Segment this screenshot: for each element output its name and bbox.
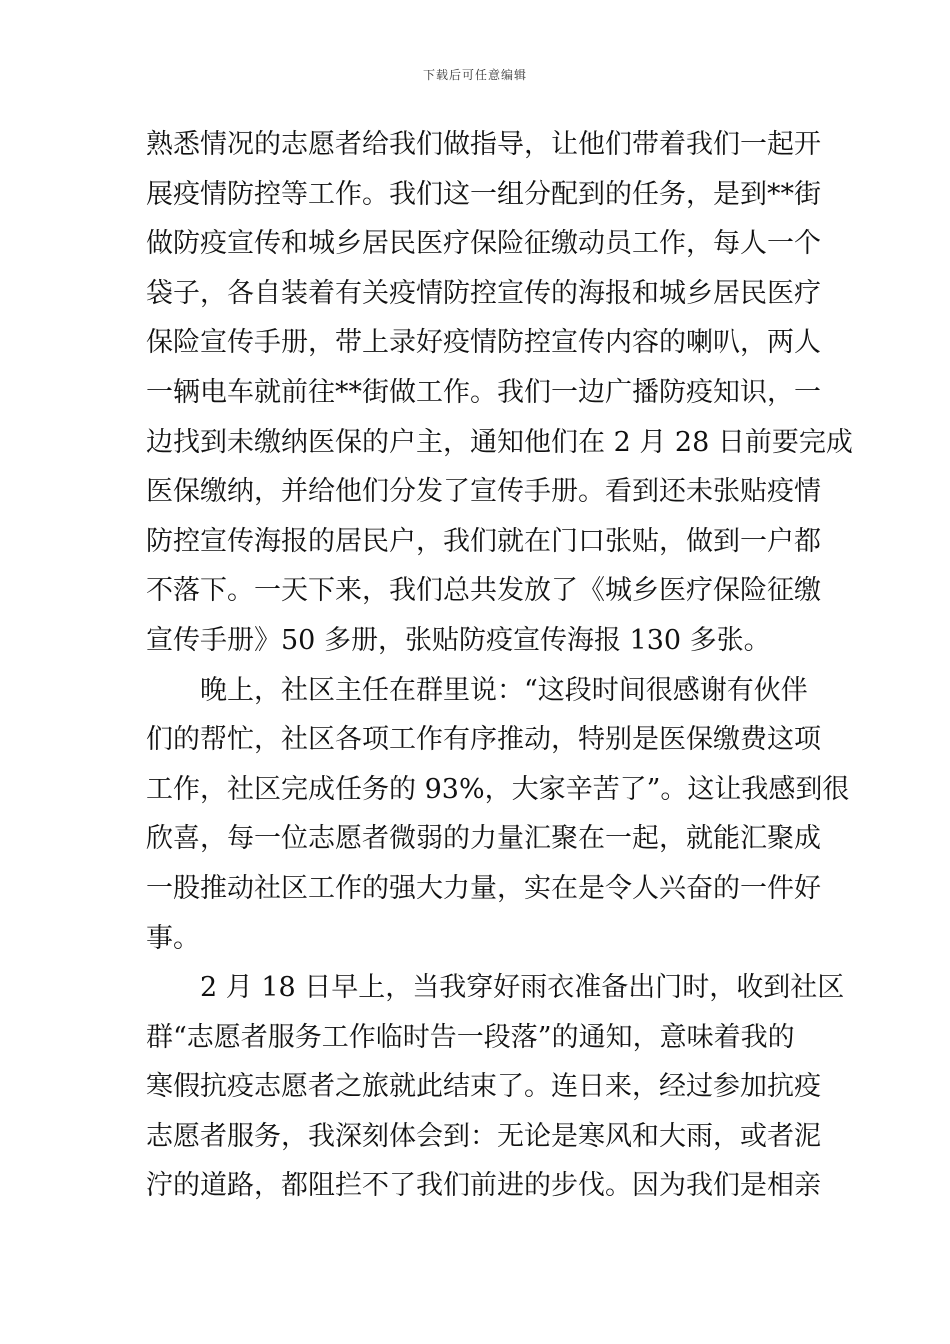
header-note: 下载后可任意编辑 bbox=[422, 68, 527, 82]
text-line: 保险宣传手册，带上录好疫情防控宣传内容的喇叭，两人 bbox=[146, 327, 821, 359]
text-line: 展疫情防控等工作。我们这一组分配到的任务，是到**街 bbox=[146, 178, 821, 210]
text-line: 防控宣传海报的居民户，我们就在门口张贴，做到一户都 bbox=[146, 525, 821, 557]
text-line: 袋子，各自装着有关疫情防控宣传的海报和城乡居民医疗 bbox=[146, 277, 821, 309]
text-line: 2 月 18 日早上，当我穿好雨衣准备出门时，收到社区 bbox=[200, 972, 845, 1004]
document-body bbox=[146, 120, 853, 1211]
text-line: 熟悉情况的志愿者给我们做指导，让他们带着我们一起开 bbox=[146, 129, 821, 160]
text-line: 不落下。一天下来，我们总共发放了《城乡医疗保险征缴 bbox=[146, 575, 821, 607]
text-line: 群“志愿者服务工作临时告一段落”的通知，意味着我的 bbox=[146, 1021, 795, 1053]
text-line: 一股推动社区工作的强大力量，实在是令人兴奋的一件好 bbox=[146, 872, 821, 904]
text-line: 们的帮忙，社区各项工作有序推动，特别是医保缴费这项 bbox=[146, 724, 821, 756]
text-line: 一辆电车就前往**街做工作。我们一边广播防疫知识，一 bbox=[146, 376, 821, 408]
text-line: 边找到未缴纳医保的户主，通知他们在 2 月 28 日前要完成 bbox=[146, 426, 853, 458]
text-line: 泞的道路，都阻拦不了我们前进的步伐。因为我们是相亲 bbox=[146, 1170, 821, 1202]
text-line: 做防疫宣传和城乡居民医疗保险征缴动员工作，每人一个 bbox=[146, 228, 821, 260]
text-line: 志愿者服务，我深刻体会到：无论是寒风和大雨，或者泥 bbox=[146, 1120, 821, 1152]
text-line: 事。 bbox=[146, 922, 200, 954]
text-line: 寒假抗疫志愿者之旅就此结束了。连日来，经过参加抗疫 bbox=[146, 1071, 821, 1103]
text-line: 工作，社区完成任务的 93%，大家辛苦了”。这让我感到很 bbox=[146, 773, 850, 805]
text-line: 医保缴纳，并给他们分发了宣传手册。看到还未张贴疫情 bbox=[146, 476, 821, 508]
text-line: 宣传手册》50 多册，张贴防疫宣传海报 130 多张。 bbox=[146, 624, 771, 656]
text-line: 晚上，社区主任在群里说：“这段时间很感谢有伙伴 bbox=[200, 674, 808, 706]
text-line: 欣喜，每一位志愿者微弱的力量汇聚在一起，就能汇聚成 bbox=[146, 823, 821, 855]
